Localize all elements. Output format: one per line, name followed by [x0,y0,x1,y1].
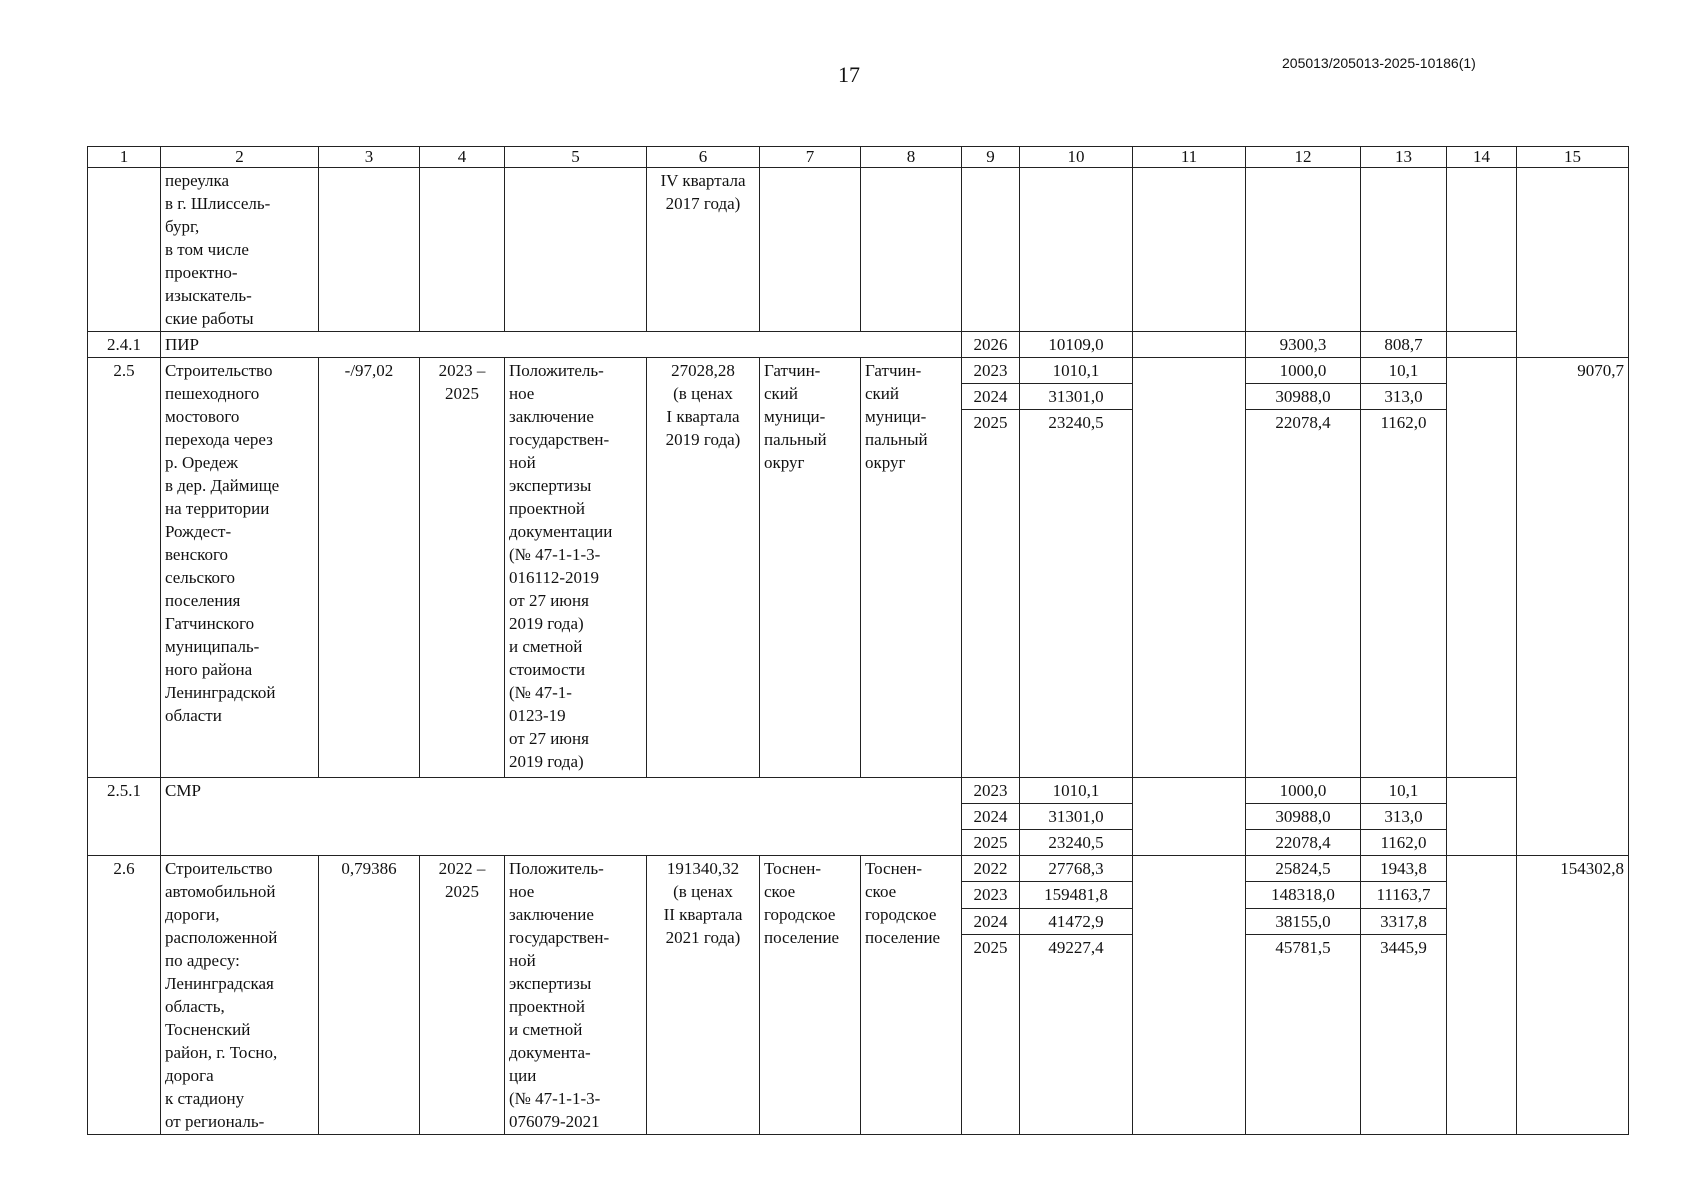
column-number: 15 [1517,147,1629,168]
empty-cell [1133,778,1246,856]
stage-label-cell: СМР [161,778,962,856]
regional-budget-cell: 1000,0 [1246,358,1361,384]
local-budget-cell: 3445,9 [1361,935,1447,1135]
column-number: 13 [1361,147,1447,168]
regional-budget-cell: 30988,0 [1246,384,1361,410]
column-number: 9 [962,147,1020,168]
local-budget-cell: 1943,8 [1361,856,1447,882]
column-number: 14 [1447,147,1517,168]
year-cell: 2024 [962,384,1020,410]
column-number: 2 [161,147,319,168]
customer-cell: Тоснен- ское городское поселение [760,856,861,1135]
table-row [88,332,1629,358]
estimated-cost-cell: 191340,32 (в ценах II квартала 2021 года) [647,856,760,1135]
estimated-cost-cell: IV квартала 2017 года) [647,168,760,332]
total-cell: 41472,9 [1020,908,1133,934]
total-cell: 1010,1 [1020,778,1133,804]
empty-cell [1447,332,1517,358]
column-number-row [88,147,1629,168]
table-row [88,778,1629,804]
period-cell: 2022 – 2025 [420,856,505,1135]
total-cell: 159481,8 [1020,882,1133,908]
empty-cell [1447,778,1517,856]
row-number-cell: 2.4.1 [88,332,161,358]
year-cell: 2023 [962,358,1020,384]
year-cell: 2024 [962,804,1020,830]
year-cell: 2024 [962,908,1020,934]
empty-cell [1246,168,1361,332]
column-number: 4 [420,147,505,168]
total-cell: 31301,0 [1020,804,1133,830]
empty-cell [1361,168,1447,332]
regional-budget-cell: 30988,0 [1246,804,1361,830]
program-table [87,146,1629,1135]
empty-cell [420,168,505,332]
regional-budget-cell: 148318,0 [1246,882,1361,908]
period-cell: 2023 – 2025 [420,358,505,778]
column-15-cell: 154302,8 [1517,856,1629,1135]
local-budget-cell: 3317,8 [1361,908,1447,934]
year-cell: 2022 [962,856,1020,882]
empty-cell [1133,358,1246,778]
empty-cell [760,168,861,332]
year-cell: 2023 [962,882,1020,908]
local-budget-cell: 1162,0 [1361,830,1447,856]
stage-label-cell: ПИР [161,332,962,358]
empty-cell [1020,168,1133,332]
object-name-cell: переулка в г. Шлиссель- бург, в том числе проектно- изыскатель- ские работы [161,168,319,332]
empty-cell [1517,168,1629,358]
year-cell: 2026 [962,332,1020,358]
capacity-cell: -/97,02 [319,358,420,778]
local-budget-cell: 10,1 [1361,358,1447,384]
year-cell: 2025 [962,935,1020,1135]
table-row [88,358,1629,384]
owner-cell: Тоснен- ское городское поселение [861,856,962,1135]
empty-cell [319,168,420,332]
row-number-cell: 2.5.1 [88,778,161,856]
object-name-cell: Строительство пешеходного мостового перехода через р. Оредеж в дер. Даймище на территории Рождест- венского сельского поселения Гатчинского муниципаль- ного района Ленинградской области [161,358,319,778]
table-row [88,168,1629,332]
local-budget-cell: 808,7 [1361,332,1447,358]
local-budget-cell: 313,0 [1361,804,1447,830]
empty-cell [1447,856,1517,1135]
empty-cell [962,168,1020,332]
regional-budget-cell: 1000,0 [1246,778,1361,804]
year-cell: 2025 [962,830,1020,856]
document-code: 205013/205013-2025-10186(1) [1282,55,1476,71]
empty-cell [1447,168,1517,332]
empty-cell [1447,358,1517,778]
total-cell: 1010,1 [1020,358,1133,384]
regional-budget-cell: 45781,5 [1246,935,1361,1135]
total-cell: 49227,4 [1020,935,1133,1135]
capacity-cell: 0,79386 [319,856,420,1135]
object-name-cell: Строительство автомобильной дороги, расположенной по адресу: Ленинградская область, Тосненский район, г. Тосно, дорога к стадиону от региональ- [161,856,319,1135]
empty-cell [505,168,647,332]
column-number: 5 [505,147,647,168]
total-cell: 23240,5 [1020,830,1133,856]
local-budget-cell: 11163,7 [1361,882,1447,908]
column-number: 6 [647,147,760,168]
local-budget-cell: 313,0 [1361,384,1447,410]
year-cell: 2023 [962,778,1020,804]
total-cell: 27768,3 [1020,856,1133,882]
empty-cell [861,168,962,332]
column-number: 1 [88,147,161,168]
local-budget-cell: 1162,0 [1361,410,1447,778]
conclusion-cell: Положитель- ное заключение государствен- ной экспертизы проектной и сметной документа- ции (№ 47-1-1-3- 076079-2021 [505,856,647,1135]
empty-cell [1133,168,1246,332]
estimated-cost-cell: 27028,28 (в ценах I квартала 2019 года) [647,358,760,778]
column-number: 3 [319,147,420,168]
column-number: 12 [1246,147,1361,168]
local-budget-cell: 10,1 [1361,778,1447,804]
table-row [88,856,1629,882]
total-cell: 31301,0 [1020,384,1133,410]
column-number: 10 [1020,147,1133,168]
regional-budget-cell: 25824,5 [1246,856,1361,882]
regional-budget-cell: 22078,4 [1246,410,1361,778]
customer-cell: Гатчин- ский муници- пальный округ [760,358,861,778]
row-number-cell: 2.5 [88,358,161,778]
page-number: 17 [838,62,860,87]
conclusion-cell: Положитель- ное заключение государствен- ной экспертизы проектной документации (№ 47-1-1-3- 016112-2019 от 27 июня 2019 года) и сметной стоимости (№ 47-1- 0123-19 от 27 июня 2019 года) [505,358,647,778]
year-cell: 2025 [962,410,1020,778]
total-cell: 23240,5 [1020,410,1133,778]
column-number: 11 [1133,147,1246,168]
row-number-cell: 2.6 [88,856,161,1135]
total-cell: 10109,0 [1020,332,1133,358]
regional-budget-cell: 22078,4 [1246,830,1361,856]
owner-cell: Гатчин- ский муници- пальный округ [861,358,962,778]
regional-budget-cell: 9300,3 [1246,332,1361,358]
regional-budget-cell: 38155,0 [1246,908,1361,934]
column-15-cell: 9070,7 [1517,358,1629,856]
empty-cell [1133,332,1246,358]
column-number: 8 [861,147,962,168]
column-number: 7 [760,147,861,168]
empty-cell [1133,856,1246,1135]
row-number-cell [88,168,161,332]
